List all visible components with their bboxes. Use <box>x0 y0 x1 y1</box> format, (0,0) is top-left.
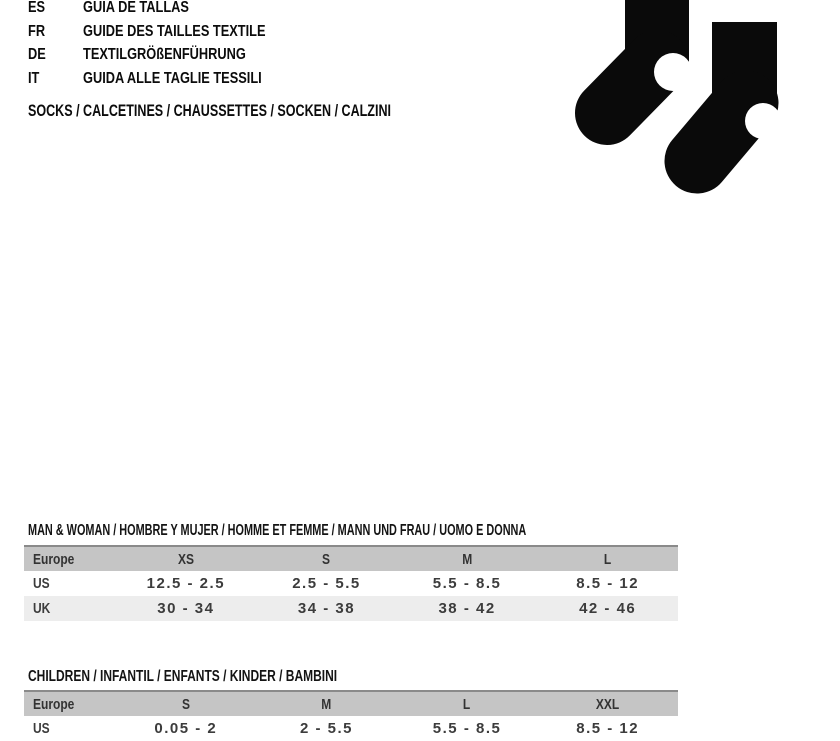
table-header-row <box>24 691 678 716</box>
table-row <box>24 571 678 596</box>
size-range: 8.5 - 12 <box>576 720 640 737</box>
language-code: ES <box>28 0 46 16</box>
column-header: Europe <box>33 695 75 713</box>
language-list <box>28 0 311 91</box>
column-header: M <box>462 550 473 568</box>
language-label: TEXTILGRÖßENFÜHRUNG <box>83 46 246 64</box>
table-row <box>24 596 678 621</box>
children-size-table <box>24 690 678 741</box>
language-row-fr <box>28 20 311 44</box>
language-label: GUIDA ALLE TAGLIE TESSILI <box>83 69 262 87</box>
size-range: 5.5 - 8.5 <box>432 720 502 737</box>
column-header: S <box>181 695 190 713</box>
region-label: US <box>33 575 50 592</box>
size-range: 2.5 - 5.5 <box>292 575 361 592</box>
children-section-title: CHILDREN / INFANTIL / ENFANTS / KINDER / BAMBINI <box>28 668 338 685</box>
language-row-es <box>28 0 311 20</box>
language-code: IT <box>28 69 40 87</box>
size-range: 8.5 - 12 <box>576 575 640 592</box>
column-header: XS <box>177 550 194 568</box>
column-header: XXL <box>596 695 620 713</box>
region-label: UK <box>33 600 51 617</box>
product-category-heading: SOCKS / CALCETINES / CHAUSSETTES / SOCKEN / CALZINI <box>28 102 391 120</box>
language-label: GUIA DE TALLAS <box>83 0 189 16</box>
size-range: 2 - 5.5 <box>299 720 353 737</box>
column-header: S <box>322 550 331 568</box>
language-label: GUIDE DES TAILLES TEXTILE <box>83 22 266 40</box>
language-row-it <box>28 67 311 91</box>
socks-icon <box>558 0 820 200</box>
column-header: M <box>321 695 332 713</box>
region-label: US <box>33 720 50 737</box>
language-code: FR <box>28 22 46 40</box>
table-row <box>24 716 678 741</box>
language-row-de <box>28 43 311 67</box>
column-header: L <box>604 550 612 568</box>
size-range: 0.05 - 2 <box>154 720 218 737</box>
man-woman-section-title: MAN & WOMAN / HOMBRE Y MUJER / HOMME ET FEMME / MANN UND FRAU / UOMO E DONNA <box>28 522 527 539</box>
size-range: 38 - 42 <box>438 600 496 617</box>
table-header-row <box>24 546 678 571</box>
language-code: DE <box>28 46 46 64</box>
man-woman-size-table <box>24 545 678 621</box>
size-range: 5.5 - 8.5 <box>432 575 502 592</box>
size-range: 34 - 38 <box>297 600 356 617</box>
size-range: 30 - 34 <box>157 600 215 617</box>
size-range: 42 - 46 <box>579 600 637 617</box>
column-header: Europe <box>33 550 75 568</box>
column-header: L <box>463 695 471 713</box>
size-range: 12.5 - 2.5 <box>146 575 226 592</box>
